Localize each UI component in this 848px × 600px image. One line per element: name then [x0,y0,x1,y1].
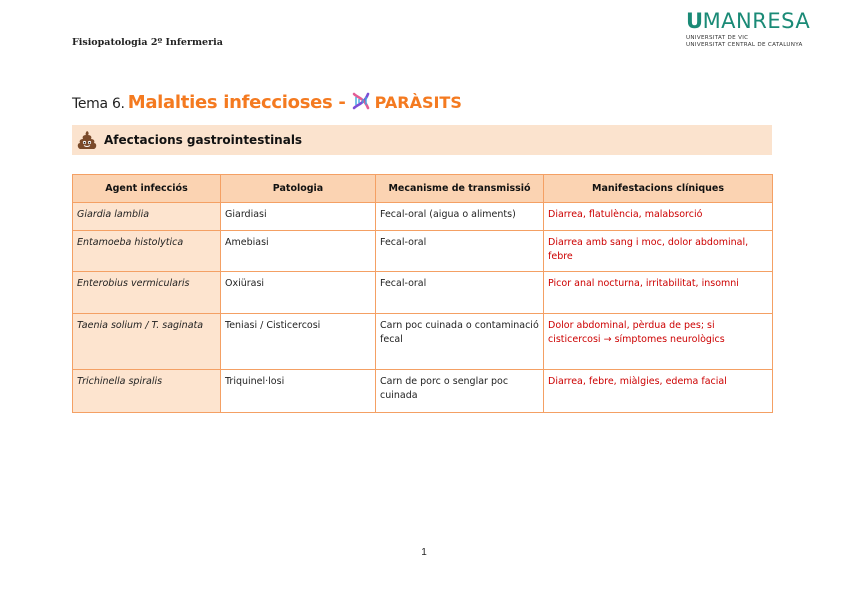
cell-pathology: Oxiürasi [221,272,376,314]
cell-pathology: Giardiasi [221,203,376,231]
cell-agent: Entamoeba histolytica [73,231,221,272]
title-suffix: PARÀSITS [374,93,462,112]
umanresa-logo [686,10,836,49]
cell-transmission: Carn poc cuinada o contaminació fecal [376,314,544,370]
title-main: Malalties infeccioses - [127,92,346,113]
cell-pathology: Triquinel·losi [221,370,376,413]
logo-u-mark: U [686,9,703,33]
section-title: Afectacions gastrointestinals [104,133,303,147]
table-row [73,203,773,231]
page-title [72,86,462,113]
table-row [73,370,773,413]
logo-wordmark [686,10,836,32]
table-row [73,231,773,272]
table-row [73,272,773,314]
cell-transmission: Carn de porc o senglar poc cuinada [376,370,544,413]
cell-transmission: Fecal-oral [376,272,544,314]
logo-subtitle-2: UNIVERSITAT CENTRAL DE CATALUNYA [686,42,803,48]
page-number: 1 [421,547,427,558]
parasites-table [72,174,773,413]
logo-subtitle-1: UNIVERSITAT DE VIC [686,35,749,41]
cell-pathology: Amebiasi [221,231,376,272]
column-header-agent: Agent infecciós [73,175,221,203]
cell-agent: Giardia lamblia [73,203,221,231]
cell-manifestations: Picor anal nocturna, irritabilitat, insomni [544,272,773,314]
cell-manifestations: Diarrea amb sang i moc, dolor abdominal, febre [544,231,773,272]
title-prefix: Tema 6. [72,96,125,112]
column-header-pathology: Patologia [221,175,376,203]
cell-pathology: Teniasi / Cisticercosi [221,314,376,370]
cell-manifestations: Diarrea, febre, miàlgies, edema facial [544,370,773,413]
table-header-row [73,175,773,203]
course-header: Fisiopatologia 2º Infermeria [72,37,223,48]
cell-agent: Trichinella spiralis [73,370,221,413]
cell-manifestations: Diarrea, flatulència, malabsorció [544,203,773,231]
section-band [72,125,772,155]
table-row [73,314,773,370]
column-header-transmission: Mecanisme de transmissió [376,175,544,203]
cell-transmission: Fecal-oral [376,231,544,272]
cell-agent: Taenia solium / T. saginata [73,314,221,370]
logo-brand-word: MANRESA [702,9,811,33]
poop-icon [76,129,98,151]
cell-manifestations: Dolor abdominal, pèrdua de pes; si cisticercosi → símptomes neurològics [544,314,773,370]
column-header-manifestations: Manifestacions clíniques [544,175,773,203]
cell-transmission: Fecal-oral (aigua o aliments) [376,203,544,231]
cell-agent: Enterobius vermicularis [73,272,221,314]
dna-icon [350,90,372,112]
